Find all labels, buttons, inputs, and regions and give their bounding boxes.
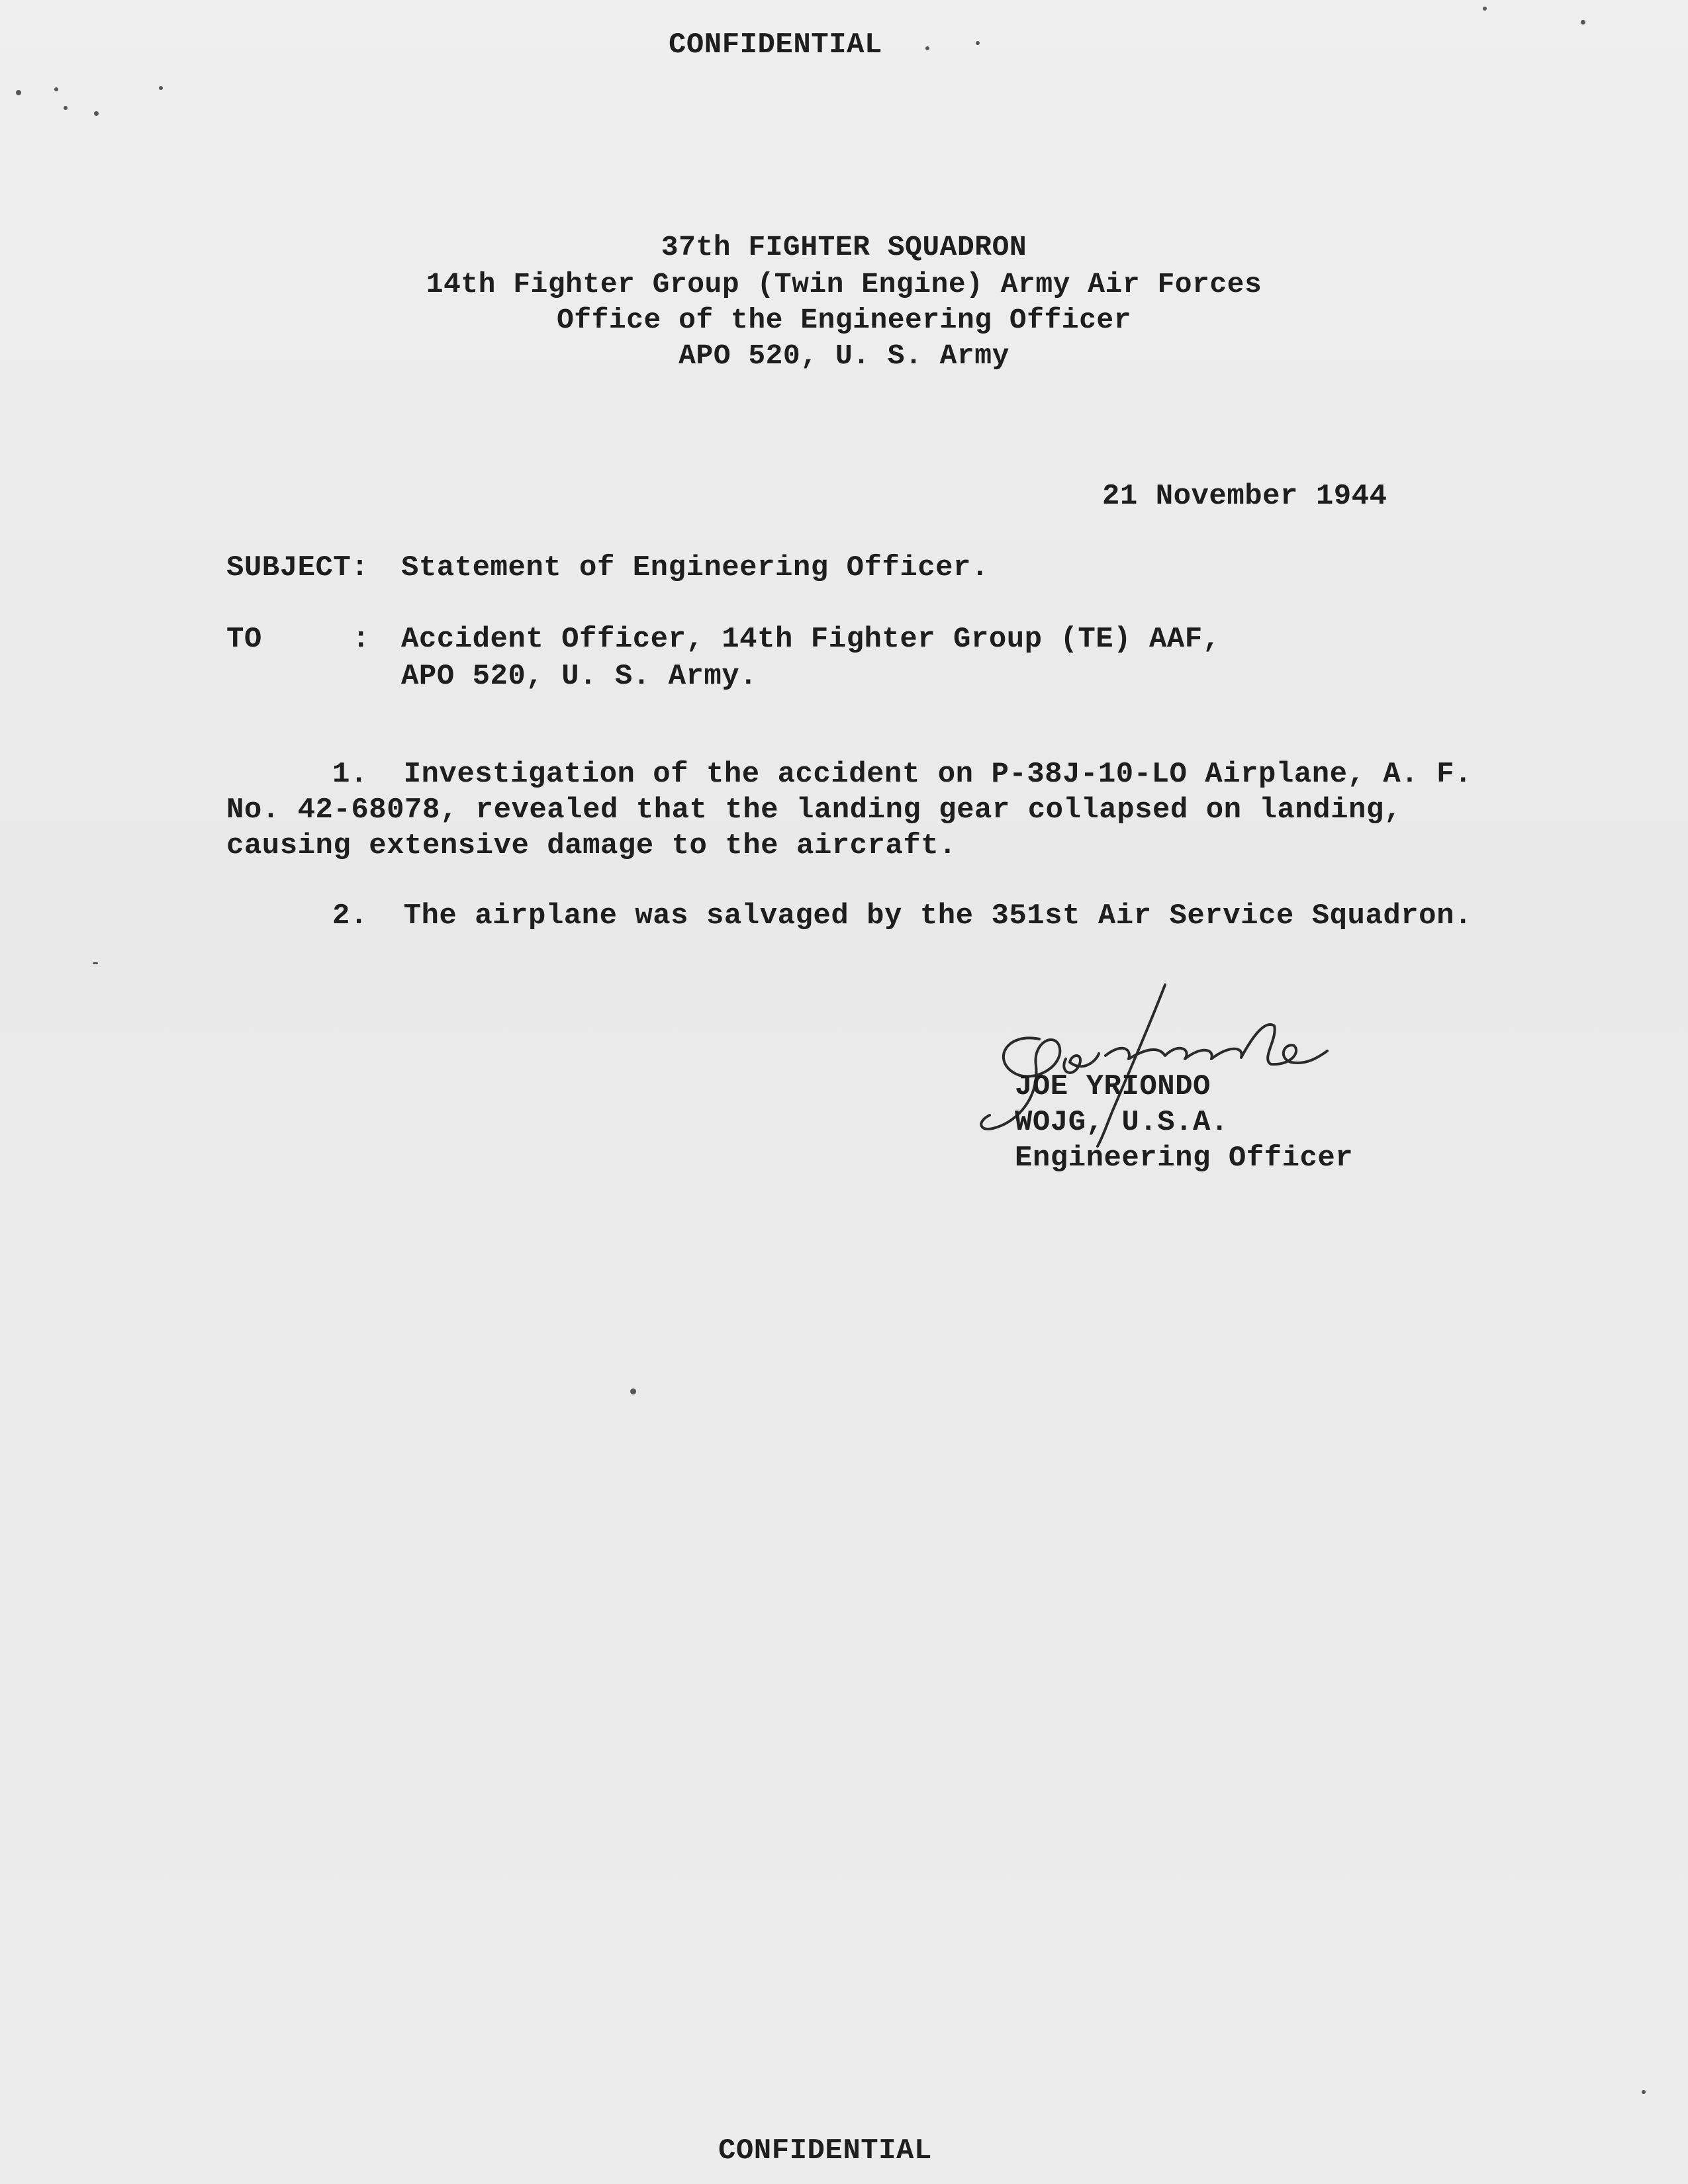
subject-label: SUBJECT: xyxy=(226,551,369,584)
scan-speck xyxy=(93,962,98,964)
scan-speck xyxy=(976,41,980,45)
letter-date: 21 November 1944 xyxy=(1102,480,1387,513)
letterhead-office: Office of the Engineering Officer xyxy=(556,304,1132,336)
letterhead-address: APO 520, U. S. Army xyxy=(679,340,1009,372)
signer-title: Engineering Officer xyxy=(1015,1142,1354,1175)
paragraph-1-line-2: No. 42-68078, revealed that the landing gear collapsed on landing, xyxy=(226,794,1402,827)
scan-speck xyxy=(94,111,99,116)
scan-speck xyxy=(1581,20,1585,24)
scan-speck xyxy=(1642,2090,1646,2094)
scan-speck xyxy=(54,87,58,91)
letterhead-unit: 37th FIGHTER SQUADRON xyxy=(661,231,1027,263)
letterhead-group: 14th Fighter Group (Twin Engine) Army Air Forces xyxy=(426,268,1262,300)
scan-speck xyxy=(16,90,21,95)
scan-speck xyxy=(1483,7,1487,11)
to-addressee-line2: APO 520, U. S. Army. xyxy=(401,660,758,693)
classification-bottom: CONFIDENTIAL xyxy=(718,2134,932,2167)
scan-speck xyxy=(159,86,163,90)
scan-speck xyxy=(64,106,68,110)
scan-speck xyxy=(925,46,929,50)
signer-name: JOE YRIONDO xyxy=(1015,1070,1211,1103)
classification-top: CONFIDENTIAL xyxy=(669,28,882,62)
paragraph-1-line-3: causing extensive damage to the aircraft. xyxy=(226,829,957,862)
subject-text: Statement of Engineering Officer. xyxy=(401,551,989,584)
paragraph-2-line-1: 2. The airplane was salvaged by the 351st Air Service Squadron. xyxy=(332,899,1472,933)
to-addressee-line1: Accident Officer, 14th Fighter Group (TE) AAF, xyxy=(401,623,1221,656)
to-label: TO xyxy=(226,623,262,656)
paragraph-1-line-1: 1. Investigation of the accident on P-38J-10-LO Airplane, A. F. xyxy=(332,758,1472,791)
signer-rank: WOJG, U.S.A. xyxy=(1015,1106,1229,1139)
to-colon: : xyxy=(352,623,370,656)
scan-speck xyxy=(630,1388,636,1394)
